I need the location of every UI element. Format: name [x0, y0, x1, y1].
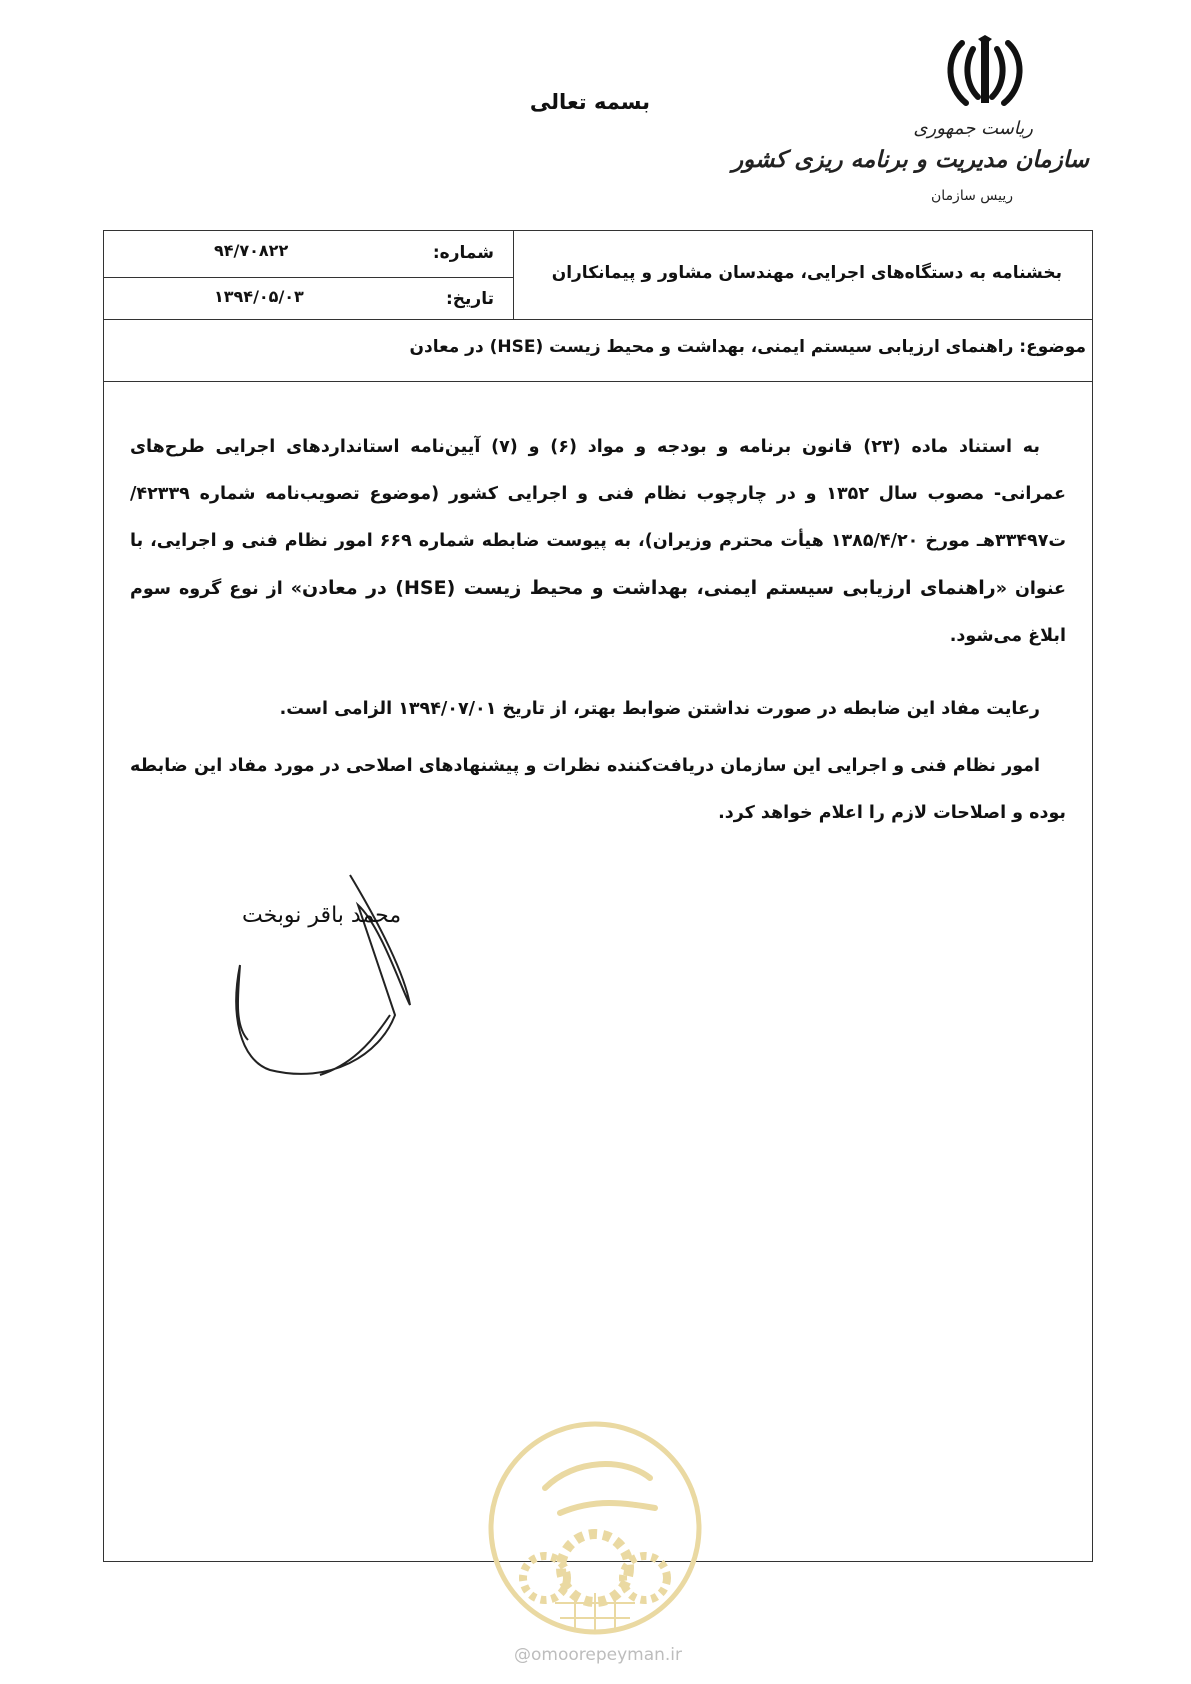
subject-line: موضوع: راهنمای ارزیابی سیستم ایمنی، بهداشت و محیط زیست (HSE) در معادن	[409, 337, 1086, 357]
number-label: شماره:	[432, 243, 494, 263]
header-bottom-rule	[104, 319, 1092, 320]
regulation-title: راهنمای ارزیابی سیستم ایمنی، بهداشت و محیط زیست (HSE) در معادن	[302, 577, 996, 599]
head-of-organization-label: رییس سازمان	[931, 188, 1013, 204]
subject-bottom-rule	[104, 381, 1092, 382]
date-value: ۱۳۹۴/۰۵/۰۳	[214, 287, 304, 306]
paragraph-1-text: به استناد ماده (۲۳) قانون برنامه و بودجه و مواد (۶) و (۷) آیین‌نامه استانداردهای اجرایی طرح‌های عمرانی- مصوب سال ۱۳۵۲ و در چارچوب نظام فنی و اجرایی کشور (موضوع تصویب‌نامه شماره ۴۲۳۳۹/ت۳۳۴۹۷هـ مورخ ۱۳۸۵/۴/۲۰ هیأت محترم وزیران)، به پیوست ضابطه شماره ۶۶۹ امور نظام فنی و اجرایی، با عنوان «	[130, 437, 1067, 599]
organization-name: سازمان مدیریت و برنامه ریزی کشور	[731, 146, 1089, 173]
signature	[230, 865, 460, 1129]
presidency-label: ریاست جمهوری	[913, 118, 1033, 139]
paragraph-2: رعایت مفاد این ضابطه در صورت نداشتن ضوابط بهتر، از تاریخ ۱۳۹۴/۰۷/۰۱ الزامی است.	[279, 699, 1040, 719]
bismillah-heading: بسمه تعالی	[529, 90, 651, 114]
paragraph-1	[130, 424, 1066, 660]
watermark-logo	[485, 1418, 705, 1642]
paragraph-1-ending: » از نوع گروه سوم ابلاغ می‌شود.	[130, 579, 1066, 646]
number-value: ۹۴/۷۰۸۲۲	[214, 241, 289, 260]
website-watermark: @omoorepeyman.ir	[513, 1645, 683, 1665]
paragraph-3: امور نظام فنی و اجرایی این سازمان دریافت‌کننده نظرات و پیشنهادهای اصلاحی در مورد مفاد این ضابطه بوده و اصلاحات لازم را اعلام خواهد کرد.	[130, 756, 1066, 823]
header-divider	[513, 231, 514, 319]
recipients-line: بخشنامه به دستگاه‌های اجرایی، مهندسان مشاور و پیمانکاران	[551, 263, 1062, 283]
meta-row-rule	[104, 277, 513, 278]
iran-emblem-icon	[940, 35, 1030, 110]
watermark-seal-icon	[485, 1418, 705, 1638]
signatory-name: محمد باقر نوبخت	[242, 903, 402, 928]
date-label: تاریخ:	[446, 289, 494, 309]
